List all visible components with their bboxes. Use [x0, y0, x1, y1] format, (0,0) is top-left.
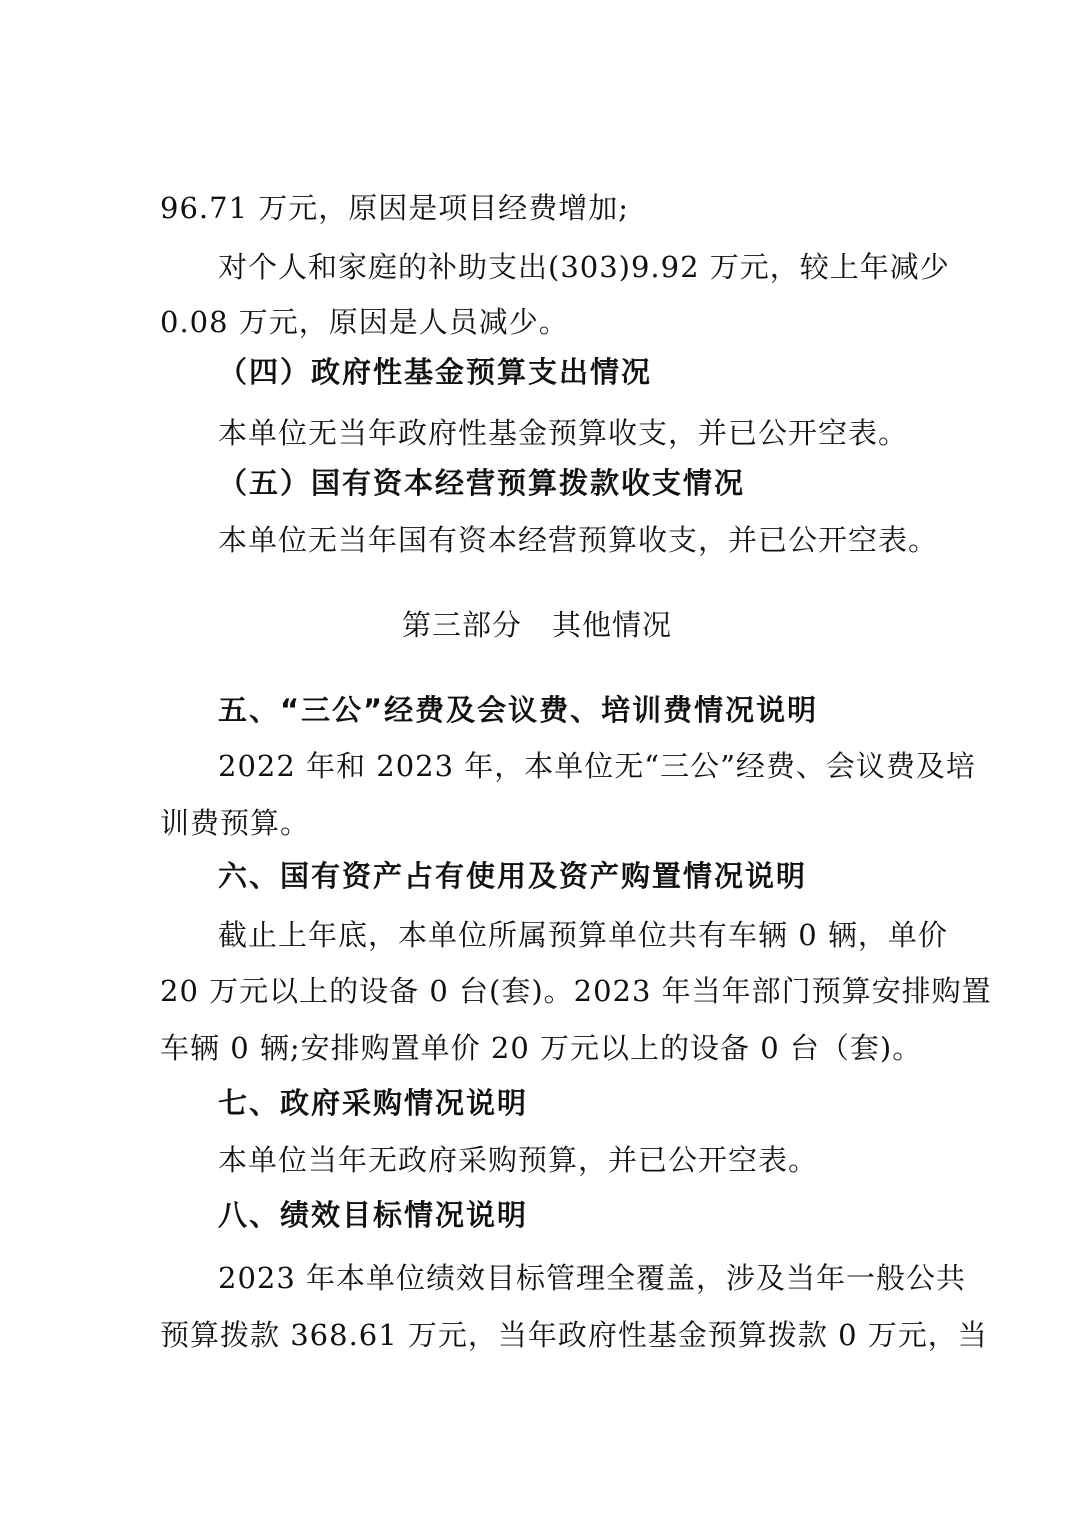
paragraph-line: 2022 年和 2023 年，本单位无“三公”经费、会议费及培 — [218, 749, 976, 783]
paragraph-line: 本单位无当年政府性基金预算收支，并已公开空表。 — [218, 416, 909, 450]
paragraph-line: 本单位无当年国有资本经营预算收支，并已公开空表。 — [218, 523, 939, 557]
paragraph-line: 本单位当年无政府采购预算，并已公开空表。 — [218, 1143, 819, 1177]
paragraph-line: 截止上年底，本单位所属预算单位共有车辆 0 辆，单价 — [218, 918, 948, 952]
section-heading-eight: 八、绩效目标情况说明 — [218, 1198, 529, 1232]
paragraph-line: 0.08 万元，原因是人员减少。 — [160, 305, 569, 339]
part-three-title: 第三部分 其他情况 — [401, 608, 672, 642]
section-heading-5: （五）国有资本经营预算拨款收支情况 — [218, 466, 746, 500]
paragraph-line: 训费预算。 — [160, 806, 311, 840]
paragraph-line: 96.71 万元，原因是项目经费增加; — [160, 191, 630, 225]
paragraph-line: 2023 年本单位绩效目标管理全覆盖，涉及当年一般公共 — [218, 1261, 967, 1295]
paragraph-line: 预算拨款 368.61 万元，当年政府性基金预算拨款 0 万元，当 — [160, 1318, 988, 1352]
section-heading-five: 五、“三公”经费及会议费、培训费情况说明 — [218, 693, 819, 727]
section-heading-seven: 七、政府采购情况说明 — [218, 1086, 529, 1120]
section-heading-4: （四）政府性基金预算支出情况 — [218, 355, 653, 389]
paragraph-line: 20 万元以上的设备 0 台(套)。2023 年当年部门预算安排购置 — [160, 974, 992, 1008]
paragraph-line: 车辆 0 辆;安排购置单价 20 万元以上的设备 0 台（套)。 — [160, 1031, 923, 1065]
section-heading-six: 六、国有资产占有使用及资产购置情况说明 — [218, 859, 808, 893]
paragraph-line: 对个人和家庭的补助支出(303)9.92 万元，较上年减少 — [218, 250, 950, 284]
